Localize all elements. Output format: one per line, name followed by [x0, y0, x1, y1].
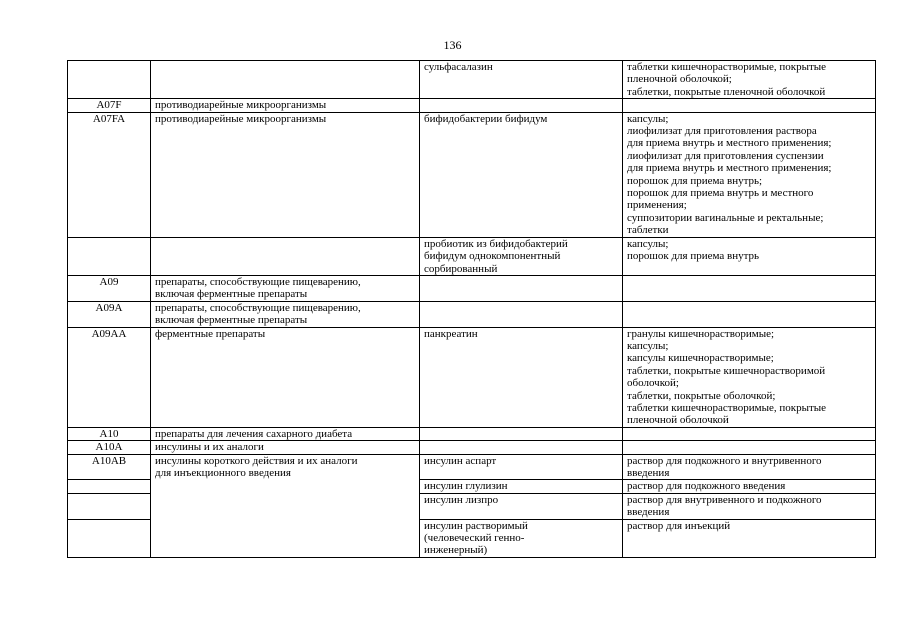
group-name-line: препараты, способствующие пищеварению,	[155, 275, 361, 288]
group-name: противодиарейные микроорганизмы	[151, 99, 420, 112]
table-row	[68, 275, 876, 301]
group-name: противодиарейные микроорганизмы	[151, 112, 420, 237]
dosage-forms-line: пленочной оболочкой	[627, 414, 729, 427]
dosage-forms	[623, 112, 876, 237]
drug-name	[420, 301, 623, 327]
dosage-forms-line: гранулы кишечнорастворимые;	[627, 327, 775, 340]
atc-code	[68, 61, 151, 99]
dosage-forms-line: порошок для приема внутрь	[627, 250, 760, 263]
drug-name: бифидобактерии бифидум	[420, 112, 623, 237]
dosage-forms	[623, 493, 876, 519]
atc-code: A07FA	[68, 112, 151, 237]
table-row	[68, 454, 876, 480]
dosage-forms	[623, 99, 876, 112]
atc-code	[68, 519, 151, 557]
dosage-forms-line: порошок для приема внутрь и местного	[627, 187, 814, 200]
group-name-line: препараты, способствующие пищеварению,	[155, 301, 361, 314]
dosage-forms-line: лиофилизат для приготовления суспензии	[627, 149, 824, 162]
drug-name	[420, 237, 623, 275]
table-row	[68, 99, 876, 112]
drug-name	[420, 441, 623, 454]
table-row	[68, 112, 876, 237]
dosage-forms-line: таблетки, покрытые кишечнорастворимой	[627, 364, 826, 377]
atc-code	[68, 480, 151, 493]
atc-code: A10AB	[68, 454, 151, 480]
dosage-forms-line: раствор для подкожного введения	[627, 480, 786, 493]
atc-code	[68, 237, 151, 275]
drug-name-line: сорбированный	[424, 262, 498, 275]
drug-name	[420, 519, 623, 557]
dosage-forms-line: введения	[627, 467, 670, 479]
table-row	[68, 441, 876, 454]
dosage-forms-line: таблетки, покрытые оболочкой;	[627, 389, 776, 402]
dosage-forms-line: пленочной оболочкой;	[627, 73, 732, 86]
drug-name-line: инженерный)	[424, 544, 488, 557]
drug-name-line: инсулин лизпро	[424, 493, 499, 506]
dosage-forms	[623, 237, 876, 275]
dosage-forms	[623, 519, 876, 557]
atc-code	[68, 493, 151, 519]
group-name	[151, 275, 420, 301]
drug-name	[420, 427, 623, 440]
atc-code: A10A	[68, 441, 151, 454]
dosage-forms-line: раствор для внутривенного и подкожного	[627, 493, 822, 506]
atc-code: A09	[68, 275, 151, 301]
group-name-line: для инъекционного введения	[155, 467, 291, 479]
drug-name-line: инсулин аспарт	[424, 454, 497, 467]
dosage-forms-line: таблетки, покрытые пленочной оболочкой	[627, 85, 826, 98]
dosage-forms-line: капсулы;	[627, 339, 669, 352]
group-name-line: включая ферментные препараты	[155, 314, 308, 327]
drug-table	[67, 60, 876, 558]
dosage-forms	[623, 427, 876, 440]
dosage-forms	[623, 441, 876, 454]
dosage-forms-line: капсулы;	[627, 112, 669, 125]
drug-name: панкреатин	[420, 327, 623, 427]
drug-name	[420, 99, 623, 112]
group-name-line: включая ферментные препараты	[155, 288, 308, 301]
dosage-forms	[623, 454, 876, 480]
table-row	[68, 237, 876, 275]
dosage-forms-line: раствор для инъекций	[627, 519, 731, 532]
drug-name-line: инсулин глулизин	[424, 480, 508, 493]
dosage-forms-line: суппозитории вагинальные и ректальные;	[627, 211, 824, 224]
drug-name-line: инсулин растворимый	[424, 519, 528, 532]
group-name-line: инсулины короткого действия и их аналоги	[155, 454, 358, 467]
atc-code: A09A	[68, 301, 151, 327]
group-name: ферментные препараты	[151, 327, 420, 427]
dosage-forms-line: лиофилизат для приготовления раствора	[627, 125, 817, 138]
dosage-forms	[623, 301, 876, 327]
table-row	[68, 61, 876, 99]
drug-name	[420, 493, 623, 519]
group-name: инсулины и их аналоги	[151, 441, 420, 454]
dosage-forms-line: таблетки	[627, 224, 669, 237]
table-row	[68, 427, 876, 440]
dosage-forms-line: таблетки кишечнорастворимые, покрытые	[627, 61, 827, 73]
atc-code: A07F	[68, 99, 151, 112]
dosage-forms-line: оболочкой;	[627, 377, 679, 390]
drug-name	[420, 275, 623, 301]
dosage-forms	[623, 480, 876, 493]
drug-name: сульфасалазин	[420, 61, 623, 99]
dosage-forms-line: для приема внутрь и местного применения;	[627, 137, 832, 150]
page-number: 136	[443, 38, 462, 52]
table-row	[68, 327, 876, 427]
drug-name	[420, 480, 623, 493]
dosage-forms-line: раствор для подкожного и внутривенного	[627, 454, 822, 467]
dosage-forms-line: капсулы;	[627, 237, 669, 250]
group-name: препараты для лечения сахарного диабета	[151, 427, 420, 440]
dosage-forms-line: введения	[627, 506, 670, 519]
dosage-forms-line: капсулы кишечнорастворимые;	[627, 352, 774, 365]
atc-code: A09AA	[68, 327, 151, 427]
dosage-forms	[623, 327, 876, 427]
group-name	[151, 61, 420, 99]
table-row	[68, 301, 876, 327]
dosage-forms	[623, 275, 876, 301]
drug-name-line: бифидум однокомпонентный	[424, 250, 561, 263]
drug-name-line: пробиотик из бифидобактерий	[424, 237, 568, 250]
drug-name	[420, 454, 623, 480]
dosage-forms-line: порошок для приема внутрь;	[627, 174, 763, 187]
group-name	[151, 237, 420, 275]
dosage-forms-line: для приема внутрь и местного применения;	[627, 162, 832, 175]
dosage-forms	[623, 61, 876, 99]
group-name	[151, 301, 420, 327]
drug-name-line: (человеческий генно-	[424, 532, 525, 545]
dosage-forms-line: применения;	[627, 199, 687, 212]
dosage-forms-line: таблетки кишечнорастворимые, покрытые	[627, 401, 827, 414]
atc-code: A10	[68, 427, 151, 440]
group-name	[151, 454, 420, 557]
